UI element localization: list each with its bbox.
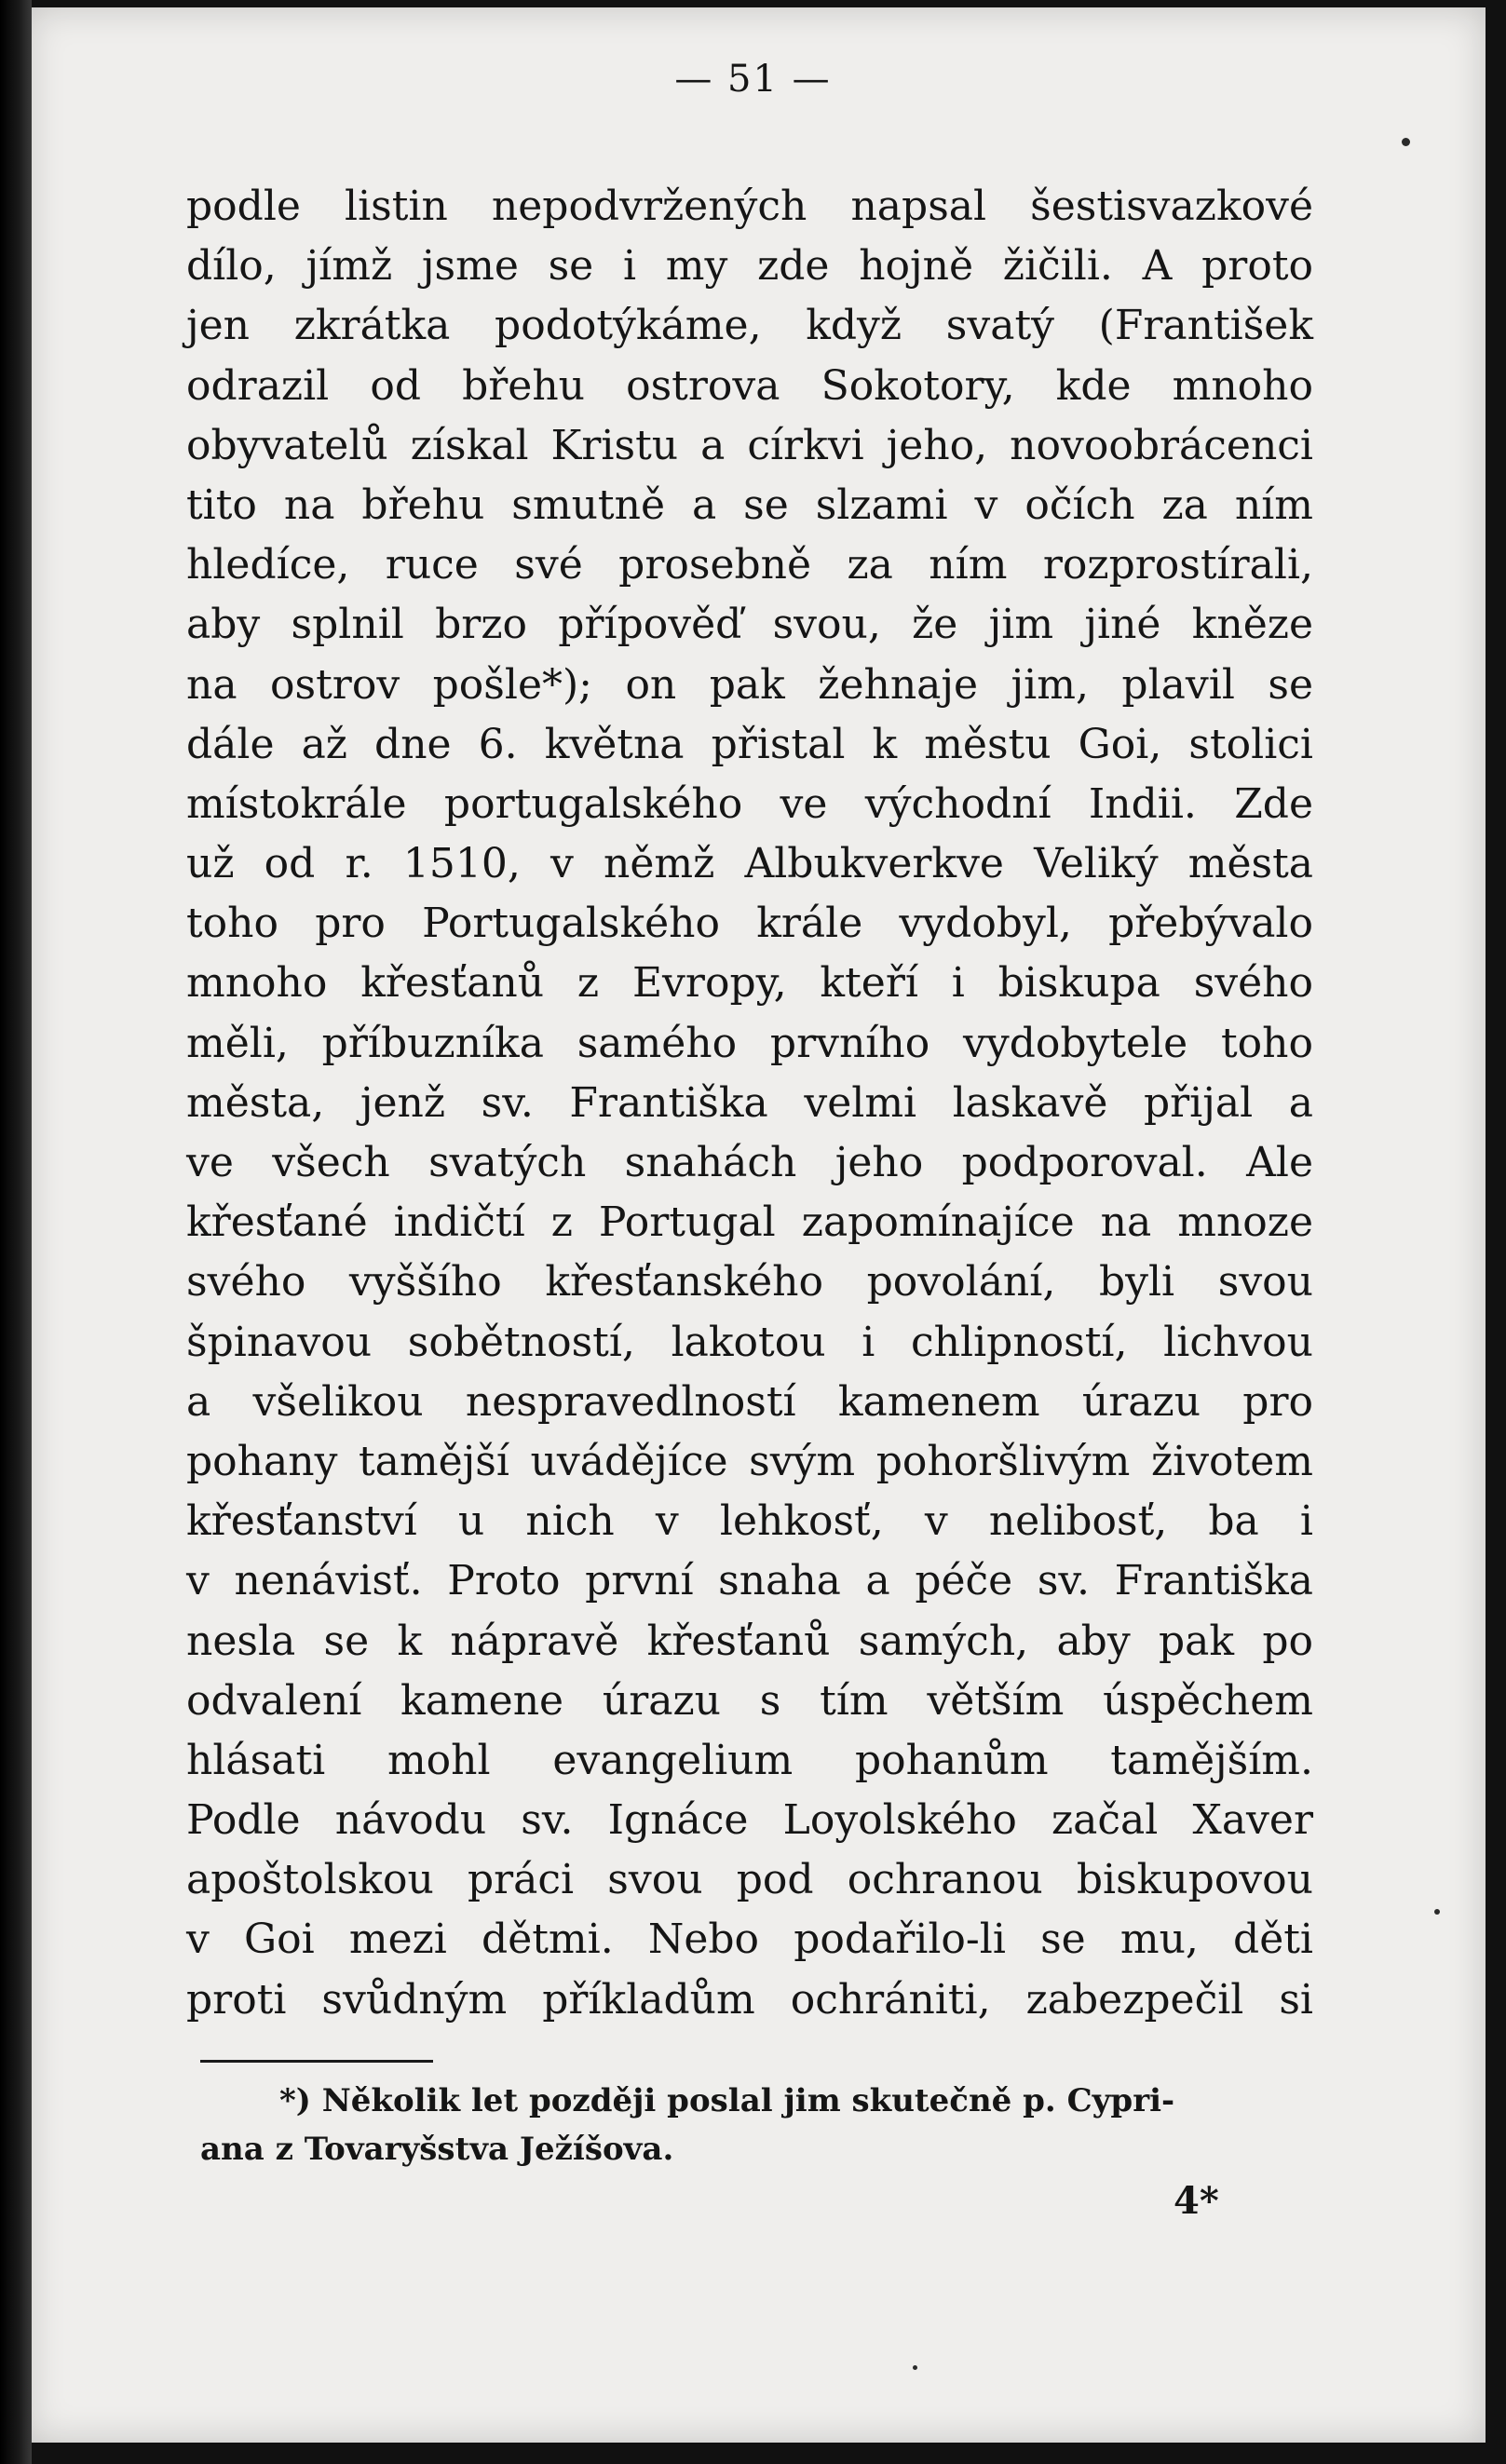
text-line: křesťané indičtí z Portugal zapomínajíce na mnoze [186, 1198, 1313, 1247]
text-line: v nenávisť. Proto první snaha a péče sv. Františka [186, 1557, 1313, 1605]
text-line: svého vyššího křesťanského povolání, byli svou [186, 1258, 1313, 1306]
scan-speck [1434, 1909, 1440, 1915]
text-line: místokrále portugalského ve východní Indii. Zde [186, 779, 1313, 828]
text-line: nesla se k nápravě křesťanů samých, aby pak po [186, 1617, 1313, 1665]
text-line: proti svůdným příkladům ochrániti, zabezpečil si [186, 1975, 1313, 2024]
text-line: obyvatelů získal Kristu a církvi jeho, novoobrácenci [186, 421, 1313, 469]
page-binding-edge [0, 0, 32, 2464]
text-line: města, jenž sv. Františka velmi laskavě přijal a [186, 1078, 1313, 1127]
footnote-line: *) Několik let později poslal jim skutečně p. Cypri- [279, 2082, 1175, 2119]
page-number: — 51 — [674, 58, 832, 101]
text-line: hlásati mohl evangelium pohanům tamějším. [186, 1736, 1313, 1784]
text-line: mnoho křesťanů z Evropy, kteří i biskupa svého [186, 959, 1313, 1008]
text-line: na ostrov pošle*); on pak žehnaje jim, plavil se [186, 660, 1313, 709]
text-line: odrazil od břehu ostrova Sokotory, kde mnoho [186, 361, 1313, 410]
footnote-line: ana z Tovaryšstva Ježíšova. [200, 2131, 674, 2168]
text-line: dílo, jímž jsme se i my zde hojně žičili. A proto [186, 242, 1313, 291]
text-line: pohany tamější uvádějíce svým pohoršlivým životem [186, 1437, 1313, 1485]
footnote-divider [200, 2060, 433, 2063]
text-line: tito na břehu smutně a se slzami v očích za ním [186, 481, 1313, 529]
body-text [186, 177, 1313, 2030]
text-line: aby splnil brzo přípověď svou, že jim jiné kněze [186, 601, 1313, 649]
text-line: křesťanství u nich v lehkosť, v nelibosť, ba i [186, 1497, 1313, 1546]
text-line: apoštolskou práci svou pod ochranou biskupovou [186, 1856, 1313, 1904]
text-line: dále až dne 6. května přistal k městu Goi, stolici [186, 720, 1313, 768]
text-line: Podle návodu sv. Ignáce Loyolského začal Xaver [186, 1796, 1313, 1845]
text-line: v Goi mezi dětmi. Nebo podařilo-li se mu, děti [186, 1916, 1313, 1964]
text-line: ve všech svatých snahách jeho podporoval. Ale [186, 1139, 1313, 1186]
text-line: a všelikou nespravedlností kamenem úrazu pro [186, 1377, 1313, 1426]
text-line: měli, příbuzníka samého prvního vydobytele toho [186, 1019, 1313, 1067]
text-line: špinavou sobětností, lakotou i chlipností, lichvou [186, 1318, 1313, 1366]
text-line: jen zkrátka podotýkáme, když svatý (František [186, 302, 1313, 350]
scan-speck [913, 2365, 917, 2370]
text-line: už od r. 1510, v němž Albukverkve Veliký města [186, 840, 1313, 888]
scan-speck [1402, 138, 1410, 146]
signature-mark: 4* [1174, 2179, 1219, 2223]
footnote [200, 2077, 1313, 2173]
text-line: odvalení kamene úrazu s tím větším úspěchem [186, 1676, 1313, 1725]
text-line: podle listin nepodvržených napsal šestisvazkové [186, 183, 1313, 230]
text-line: hledíce, ruce své prosebně za ním rozprostírali, [186, 541, 1313, 589]
text-line: toho pro Portugalského krále vydobyl, přebývalo [186, 900, 1313, 948]
